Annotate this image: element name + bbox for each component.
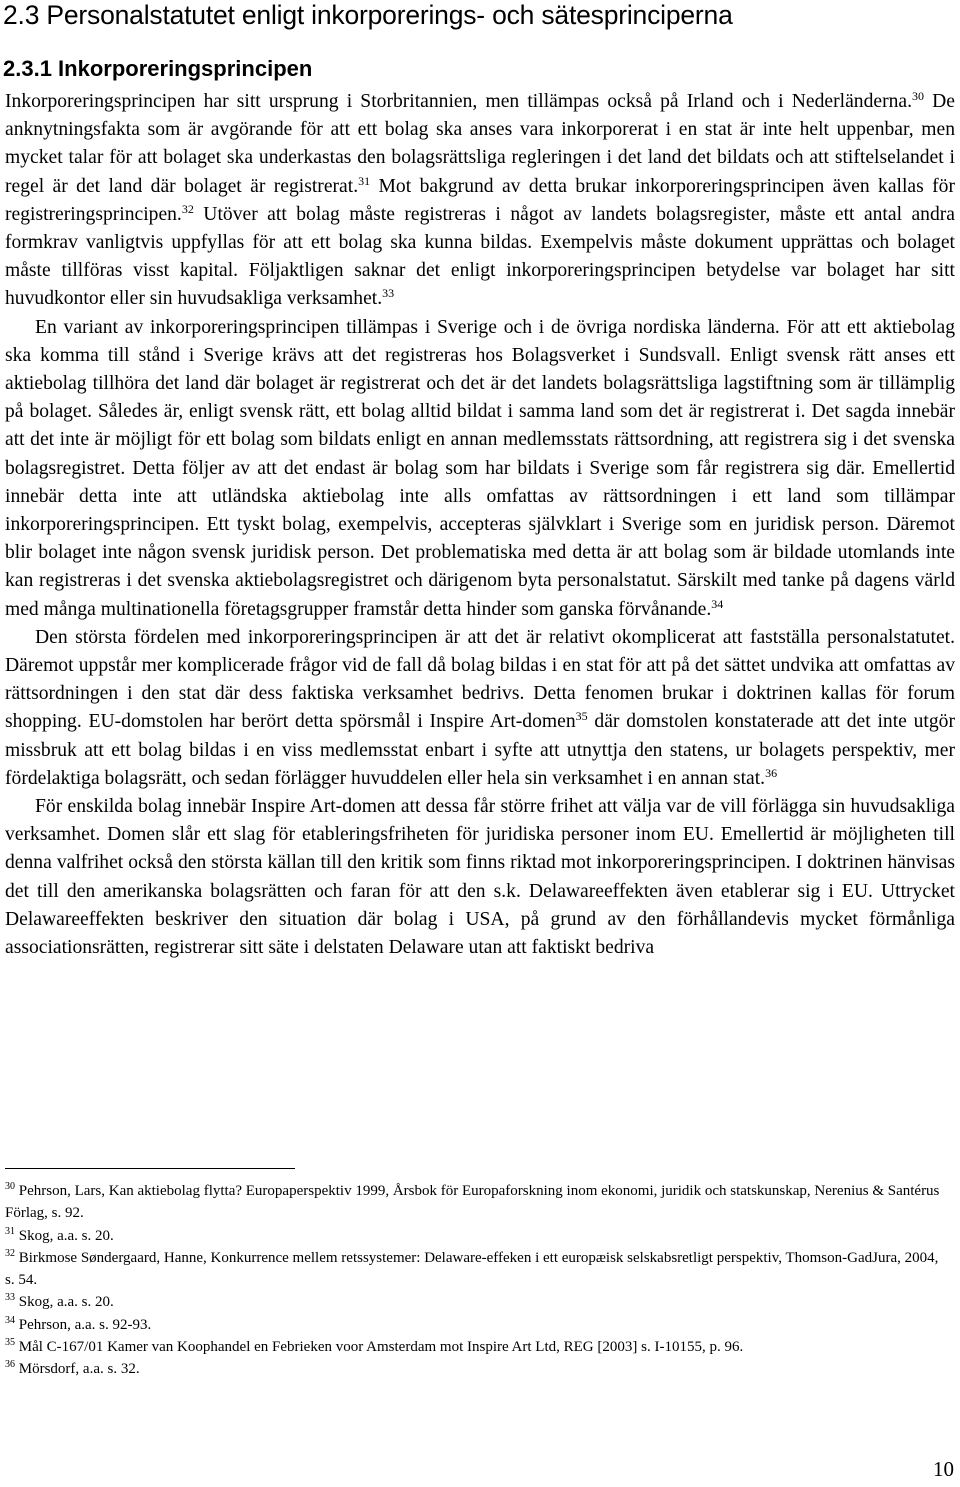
paragraph xyxy=(5,314,955,624)
footnote-ref[interactable]: 32 xyxy=(181,201,194,216)
footnote-text: Birkmose Søndergaard, Hanne, Konkurrence mellem retssystemer: Delaware-effeken i ett europæisk selskabsretligt perspektiv, Thomson-GadJura, 2004, s. 54. xyxy=(5,1249,939,1289)
footnote xyxy=(5,1247,950,1292)
paragraph-text: Mot bakgrund av detta brukar inkorporeringsprincipen även kallas för registreringsprincipen. xyxy=(5,175,955,225)
footnotes xyxy=(5,1180,950,1381)
paragraph xyxy=(5,793,955,962)
footnote-number: 35 xyxy=(5,1337,15,1349)
footnote-text: Pehrson, Lars, Kan aktiebolag flytta? Europaperspektiv 1999, Årsbok för Europaforskning inom ekonomi, juridik och statskunskap, Nerenius & Santérus Förlag, s. 92. xyxy=(5,1183,940,1222)
footnote-number: 32 xyxy=(5,1247,15,1259)
section-heading: 2.3 Personalstatutet enligt inkorporerings- och sätesprinciperna xyxy=(3,0,733,30)
footnote xyxy=(5,1358,950,1380)
footnote xyxy=(5,1291,950,1313)
footnote-ref[interactable]: 36 xyxy=(765,765,778,780)
paragraph-text: En variant av inkorporeringsprincipen tillämpas i Sverige och i de övriga nordiska länderna. För att ett aktiebolag ska komma till stånd i Sverige krävs att det registreras hos Bolagsverket i Sundsvall. Enligt svensk rätt anses ett aktiebolag tillhöra det land där bolaget är registrerat och det är det landets bolagsrättsliga lagstiftning som är tillämplig på bolaget. Således är, enligt svensk rätt, ett bolag alltid bildat i samma land som det är registrerat i. Det sagda innebär att det inte är möjligt för ett bolag som bildats enligt en annan medlemsstats rättsordning, att registrera sig i det svenska bolagsregistret. Detta följer av att det endast är bolag som har bildats i Sverige som får registrera sig där. Emellertid innebär detta inte att utländska aktiebolag inte alls omfattas av rättsordningen i ett land som tillämpar inkorporeringsprincipen. Ett tyskt bolag, exempelvis, accepteras självklart i Sverige som en juridisk person. Däremot blir bolaget inte någon svensk juridisk person. Det problematiska med detta är att bolag som är bildade utomlands inte kan registreras i det svenska aktiebolagsregistret och därigenom byta personalstatut. Särskilt med tanke på dagens värld med många multinationella företagsgrupper framstår detta hinder som ganska förvånande. xyxy=(5,316,955,620)
footnote-ref[interactable]: 31 xyxy=(358,173,371,188)
paragraph-text: De anknytningsfakta som är avgörande för att ett bolag ska anses vara inkorporerat i en stat är inte helt uppenbar, men mycket talar för att bolaget ska underkastas den bolagsrättsliga regleringen i det land det bildats och att stiftelselandet i regel är det land där bolaget är registrerat. xyxy=(5,91,956,197)
paragraph-text: där domstolen konstaterade att det inte utgör missbruk att ett bolag bildas i en viss medlemsstat enbart i syfte att utnyttja den statens, ur bolagets perspektiv, mer fördelaktiga bolagsrätt, och sedan förlägger huvuddelen eller hela sin verksamhet i en annan stat. xyxy=(5,711,955,789)
footnote-number: 30 xyxy=(5,1181,15,1192)
paragraph xyxy=(5,624,955,793)
paragraph-text: Inkorporeringsprincipen har sitt ursprung i Storbritannien, men tillämpas också på Irland och i Nederländerna. xyxy=(5,91,912,112)
footnote xyxy=(5,1180,950,1225)
footnote-text: Skog, a.a. s. 20. xyxy=(15,1294,114,1311)
page-number: 10 xyxy=(933,1457,954,1481)
body-text xyxy=(5,88,955,962)
footnote-ref[interactable]: 34 xyxy=(711,596,724,611)
footnote-number: 31 xyxy=(5,1225,15,1237)
paragraph-text: För enskilda bolag innebär Inspire Art-domen att dessa får större frihet att välja var de vill förlägga sin huvudsakliga verksamhet. Domen slår ett slag för etableringsfriheten för juridiska personer inom EU. Emellertid är möjligheten till denna valfrihet också den största källan till den kritik som finns riktad mot inkorporeringsprincipen. I doktrinen hänvisas det till den amerikanska bolagsrätten och faran för att den s.k. Delawareeffekten även etablerar sig i EU. Uttrycket Delawareeffekten beskriver den situation där bolag i USA, på grund av den förhållandevis mycket förmånliga associationsrätten, registrerar sitt säte i delstaten Delaware utan att faktiskt bedriva xyxy=(5,796,955,959)
paragraph-text: Utöver att bolag måste registreras i något av landets bolagsregister, måste ett antal andra formkrav vanligtvis uppfyllas för att ett bolag ska kunna bildas. Exempelvis måste dokument upprättas och bolaget måste tillföras visst kapital. Följaktligen saknar det enligt inkorporeringsprincipen betydelse var bolaget har sitt huvudkontor eller sin huvudsakliga verksamhet. xyxy=(5,203,955,310)
footnote-number: 36 xyxy=(5,1359,15,1371)
footnote-number: 34 xyxy=(5,1314,15,1326)
footnote-ref[interactable]: 33 xyxy=(382,286,395,301)
footnote xyxy=(5,1314,950,1336)
footnote xyxy=(5,1336,950,1358)
footnote-text: Mörsdorf, a.a. s. 32. xyxy=(15,1361,140,1378)
footnote-ref[interactable]: 30 xyxy=(912,89,924,103)
footnote-ref[interactable]: 35 xyxy=(575,709,588,724)
footnote-text: Skog, a.a. s. 20. xyxy=(15,1227,114,1244)
paragraph-text: Den största fördelen med inkorporeringsprincipen är att det är relativt okomplicerat att fastställa personalstatutet. Däremot uppstår mer komplicerade frågor vid de fall då bolag bildas i en stat för att på det sättet undvika att omfattas av rättsordningen i den stat där dess faktiska verksamhet bedrivs. Detta fenomen brukar i doktrinen kallas för forum shopping. EU-domstolen har berört detta spörsmål i Inspire Art-domen xyxy=(5,626,955,733)
paragraph xyxy=(5,88,955,314)
footnote-text: Mål C-167/01 Kamer van Koophandel en Febrieken voor Amsterdam mot Inspire Art Ltd, REG [2003] s. I-10155, p. 96. xyxy=(15,1339,744,1356)
subsection-heading: 2.3.1 Inkorporeringsprincipen xyxy=(3,56,313,81)
footnote-text: Pehrson, a.a. s. 92-93. xyxy=(15,1316,152,1333)
footnote-separator xyxy=(5,1168,295,1169)
footnote-number: 33 xyxy=(5,1292,15,1304)
footnote xyxy=(5,1225,950,1247)
